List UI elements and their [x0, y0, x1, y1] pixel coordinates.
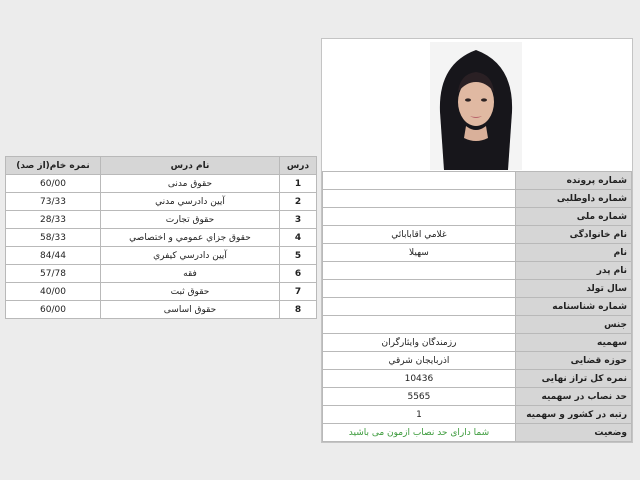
candidate-info-table	[322, 171, 632, 442]
quota-label: سهمیه	[515, 334, 631, 352]
candidate-photo-icon	[430, 42, 522, 170]
birth-year-label: سال تولد	[515, 280, 631, 298]
first-name-value: سهيلا	[323, 244, 516, 262]
score-cell: 28/33	[6, 211, 101, 229]
table-row	[6, 247, 317, 265]
score-header: نمره خام(از صد)	[6, 157, 101, 175]
course-cell: حقوق تجارت	[101, 211, 280, 229]
num-cell: 4	[280, 229, 317, 247]
id-number-value	[323, 298, 516, 316]
info-row	[323, 262, 632, 280]
score-cell: 73/33	[6, 193, 101, 211]
score-cell: 60/00	[6, 301, 101, 319]
quota-threshold-value: 5565	[323, 388, 516, 406]
num-cell: 6	[280, 265, 317, 283]
num-cell: 5	[280, 247, 317, 265]
candidate-number-value	[323, 190, 516, 208]
table-row	[6, 283, 317, 301]
course-header: نام درس	[101, 157, 280, 175]
national-id-value	[323, 208, 516, 226]
info-row	[323, 172, 632, 190]
info-row	[323, 424, 632, 442]
rank-label: رتبه در کشور و سهمیه	[515, 406, 631, 424]
father-name-label: نام پدر	[515, 262, 631, 280]
info-row	[323, 244, 632, 262]
course-cell: فقه	[101, 265, 280, 283]
score-cell: 84/44	[6, 247, 101, 265]
rank-value: 1	[323, 406, 516, 424]
score-cell: 40/00	[6, 283, 101, 301]
judicial-region-label: حوزه قضایی	[515, 352, 631, 370]
first-name-label: نام	[515, 244, 631, 262]
id-number-label: شماره شناسنامه	[515, 298, 631, 316]
table-row	[6, 229, 317, 247]
info-row	[323, 316, 632, 334]
num-cell: 3	[280, 211, 317, 229]
num-cell: 7	[280, 283, 317, 301]
num-cell: 1	[280, 175, 317, 193]
info-row	[323, 298, 632, 316]
course-cell: حقوق اساسی	[101, 301, 280, 319]
info-row	[323, 334, 632, 352]
gender-label: جنس	[515, 316, 631, 334]
file-number-label: شماره پرونده	[515, 172, 631, 190]
status-value: شما دارای حد نصاب ازمون می باشید	[323, 424, 516, 442]
course-cell: حقوق ثبت	[101, 283, 280, 301]
judicial-region-value: اذربايجان شرقي	[323, 352, 516, 370]
table-row	[6, 211, 317, 229]
info-row	[323, 406, 632, 424]
grades-table	[5, 156, 317, 319]
course-cell: آيين دادرسي كيفري	[101, 247, 280, 265]
candidate-number-label: شماره داوطلبی	[515, 190, 631, 208]
father-name-value	[323, 262, 516, 280]
info-row	[323, 208, 632, 226]
course-cell: حقوق جزاي عمومي و اختصاصي	[101, 229, 280, 247]
score-cell: 60/00	[6, 175, 101, 193]
last-name-value: غلامي اقابابائي	[323, 226, 516, 244]
birth-year-value	[323, 280, 516, 298]
info-row	[323, 370, 632, 388]
quota-value: رزمندگان وايثارگران	[323, 334, 516, 352]
photo-area	[322, 39, 632, 171]
info-row	[323, 388, 632, 406]
candidate-photo	[430, 42, 522, 170]
total-score-value: 10436	[323, 370, 516, 388]
num-cell: 8	[280, 301, 317, 319]
info-row	[323, 352, 632, 370]
gender-value	[323, 316, 516, 334]
total-score-label: نمره کل تراز نهایی	[515, 370, 631, 388]
quota-threshold-label: حد نصاب در سهمیه	[515, 388, 631, 406]
info-row	[323, 280, 632, 298]
last-name-label: نام خانوادگی	[515, 226, 631, 244]
score-cell: 58/33	[6, 229, 101, 247]
score-cell: 57/78	[6, 265, 101, 283]
file-number-value	[323, 172, 516, 190]
info-row	[323, 190, 632, 208]
course-cell: آيين دادرسي مدني	[101, 193, 280, 211]
num-cell: 2	[280, 193, 317, 211]
table-row	[6, 193, 317, 211]
grades-header-row	[6, 157, 317, 175]
status-label: وضعیت	[515, 424, 631, 442]
table-row	[6, 301, 317, 319]
num-header: درس	[280, 157, 317, 175]
info-row	[323, 226, 632, 244]
course-cell: حقوق مدنی	[101, 175, 280, 193]
candidate-profile	[321, 38, 633, 443]
table-row	[6, 175, 317, 193]
national-id-label: شماره ملی	[515, 208, 631, 226]
table-row	[6, 265, 317, 283]
